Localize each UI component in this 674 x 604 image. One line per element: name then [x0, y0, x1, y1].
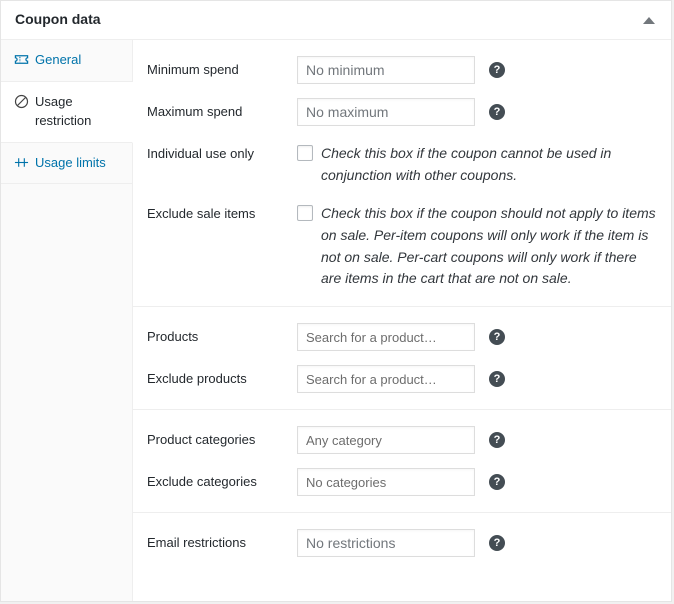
field-product-categories [133, 419, 671, 461]
tab-general[interactable] [1, 40, 132, 82]
field-label: Exclude categories [147, 474, 257, 490]
products-search-input[interactable] [297, 323, 475, 351]
exclude-products-search-input[interactable] [297, 365, 475, 393]
help-tip-icon[interactable]: ? [489, 104, 505, 120]
field-individual-use-only [133, 133, 671, 193]
tab-usage-restriction[interactable] [1, 82, 133, 143]
field-group-categories [133, 410, 671, 513]
field-label: Products [147, 329, 199, 345]
field-exclude-categories [133, 461, 671, 503]
help-tip-icon[interactable]: ? [489, 535, 505, 551]
exclude-categories-input[interactable] [297, 468, 475, 496]
field-group-spend [133, 40, 671, 307]
email-restrictions-input[interactable] [297, 529, 475, 557]
individual-use-only-description: Check this box if the coupon cannot be used in conjunction with other coupons. [321, 145, 612, 183]
exclude-sale-items-checkbox[interactable] [297, 205, 313, 221]
field-label: Minimum spend [147, 62, 239, 77]
chevron-up-icon[interactable] [639, 10, 659, 30]
page-title: Coupon data [15, 11, 101, 28]
field-exclude-sale-items [133, 193, 671, 297]
tab-usage-restriction-label: Usage restriction [35, 93, 92, 128]
tab-general-label: General [35, 52, 82, 67]
field-label: Exclude products [147, 371, 247, 387]
field-products [133, 316, 671, 358]
field-exclude-products [133, 358, 671, 400]
field-minimum-spend [133, 49, 671, 91]
tab-usage-limits[interactable] [1, 143, 132, 185]
tab-usage-limits-label: Usage limits [35, 154, 106, 170]
product-categories-input[interactable] [297, 426, 475, 454]
field-label: Exclude sale items [147, 206, 256, 222]
no-entry-icon [13, 94, 30, 109]
panel-body [1, 40, 671, 602]
help-tip-icon[interactable]: ? [489, 432, 505, 448]
field-label: Product categories [147, 432, 256, 448]
field-email-restrictions [133, 522, 671, 564]
panel-header [1, 1, 671, 40]
individual-use-only-checkbox[interactable] [297, 145, 313, 161]
field-label: Individual use only [147, 146, 254, 161]
coupon-restriction-form [133, 40, 671, 602]
help-tip-icon[interactable]: ? [489, 329, 505, 345]
minimum-spend-input[interactable] [297, 56, 475, 84]
help-tip-icon[interactable]: ? [489, 62, 505, 78]
field-maximum-spend [133, 91, 671, 133]
coupon-data-tabs [1, 40, 133, 602]
sliders-icon [13, 155, 30, 170]
field-label: Email restrictions [147, 535, 246, 551]
exclude-sale-items-description: Check this box if the coupon should not apply to items on sale. Per-item coupons will only work if the item is not on sale. Per-cart coupons will only work if there are items in the cart that are not on sale. [321, 205, 656, 287]
field-group-products [133, 307, 671, 410]
ticket-icon [13, 52, 30, 67]
help-tip-icon[interactable]: ? [489, 371, 505, 387]
help-tip-icon[interactable]: ? [489, 474, 505, 490]
maximum-spend-input[interactable] [297, 98, 475, 126]
field-label: Maximum spend [147, 104, 243, 119]
field-group-email [133, 513, 671, 573]
